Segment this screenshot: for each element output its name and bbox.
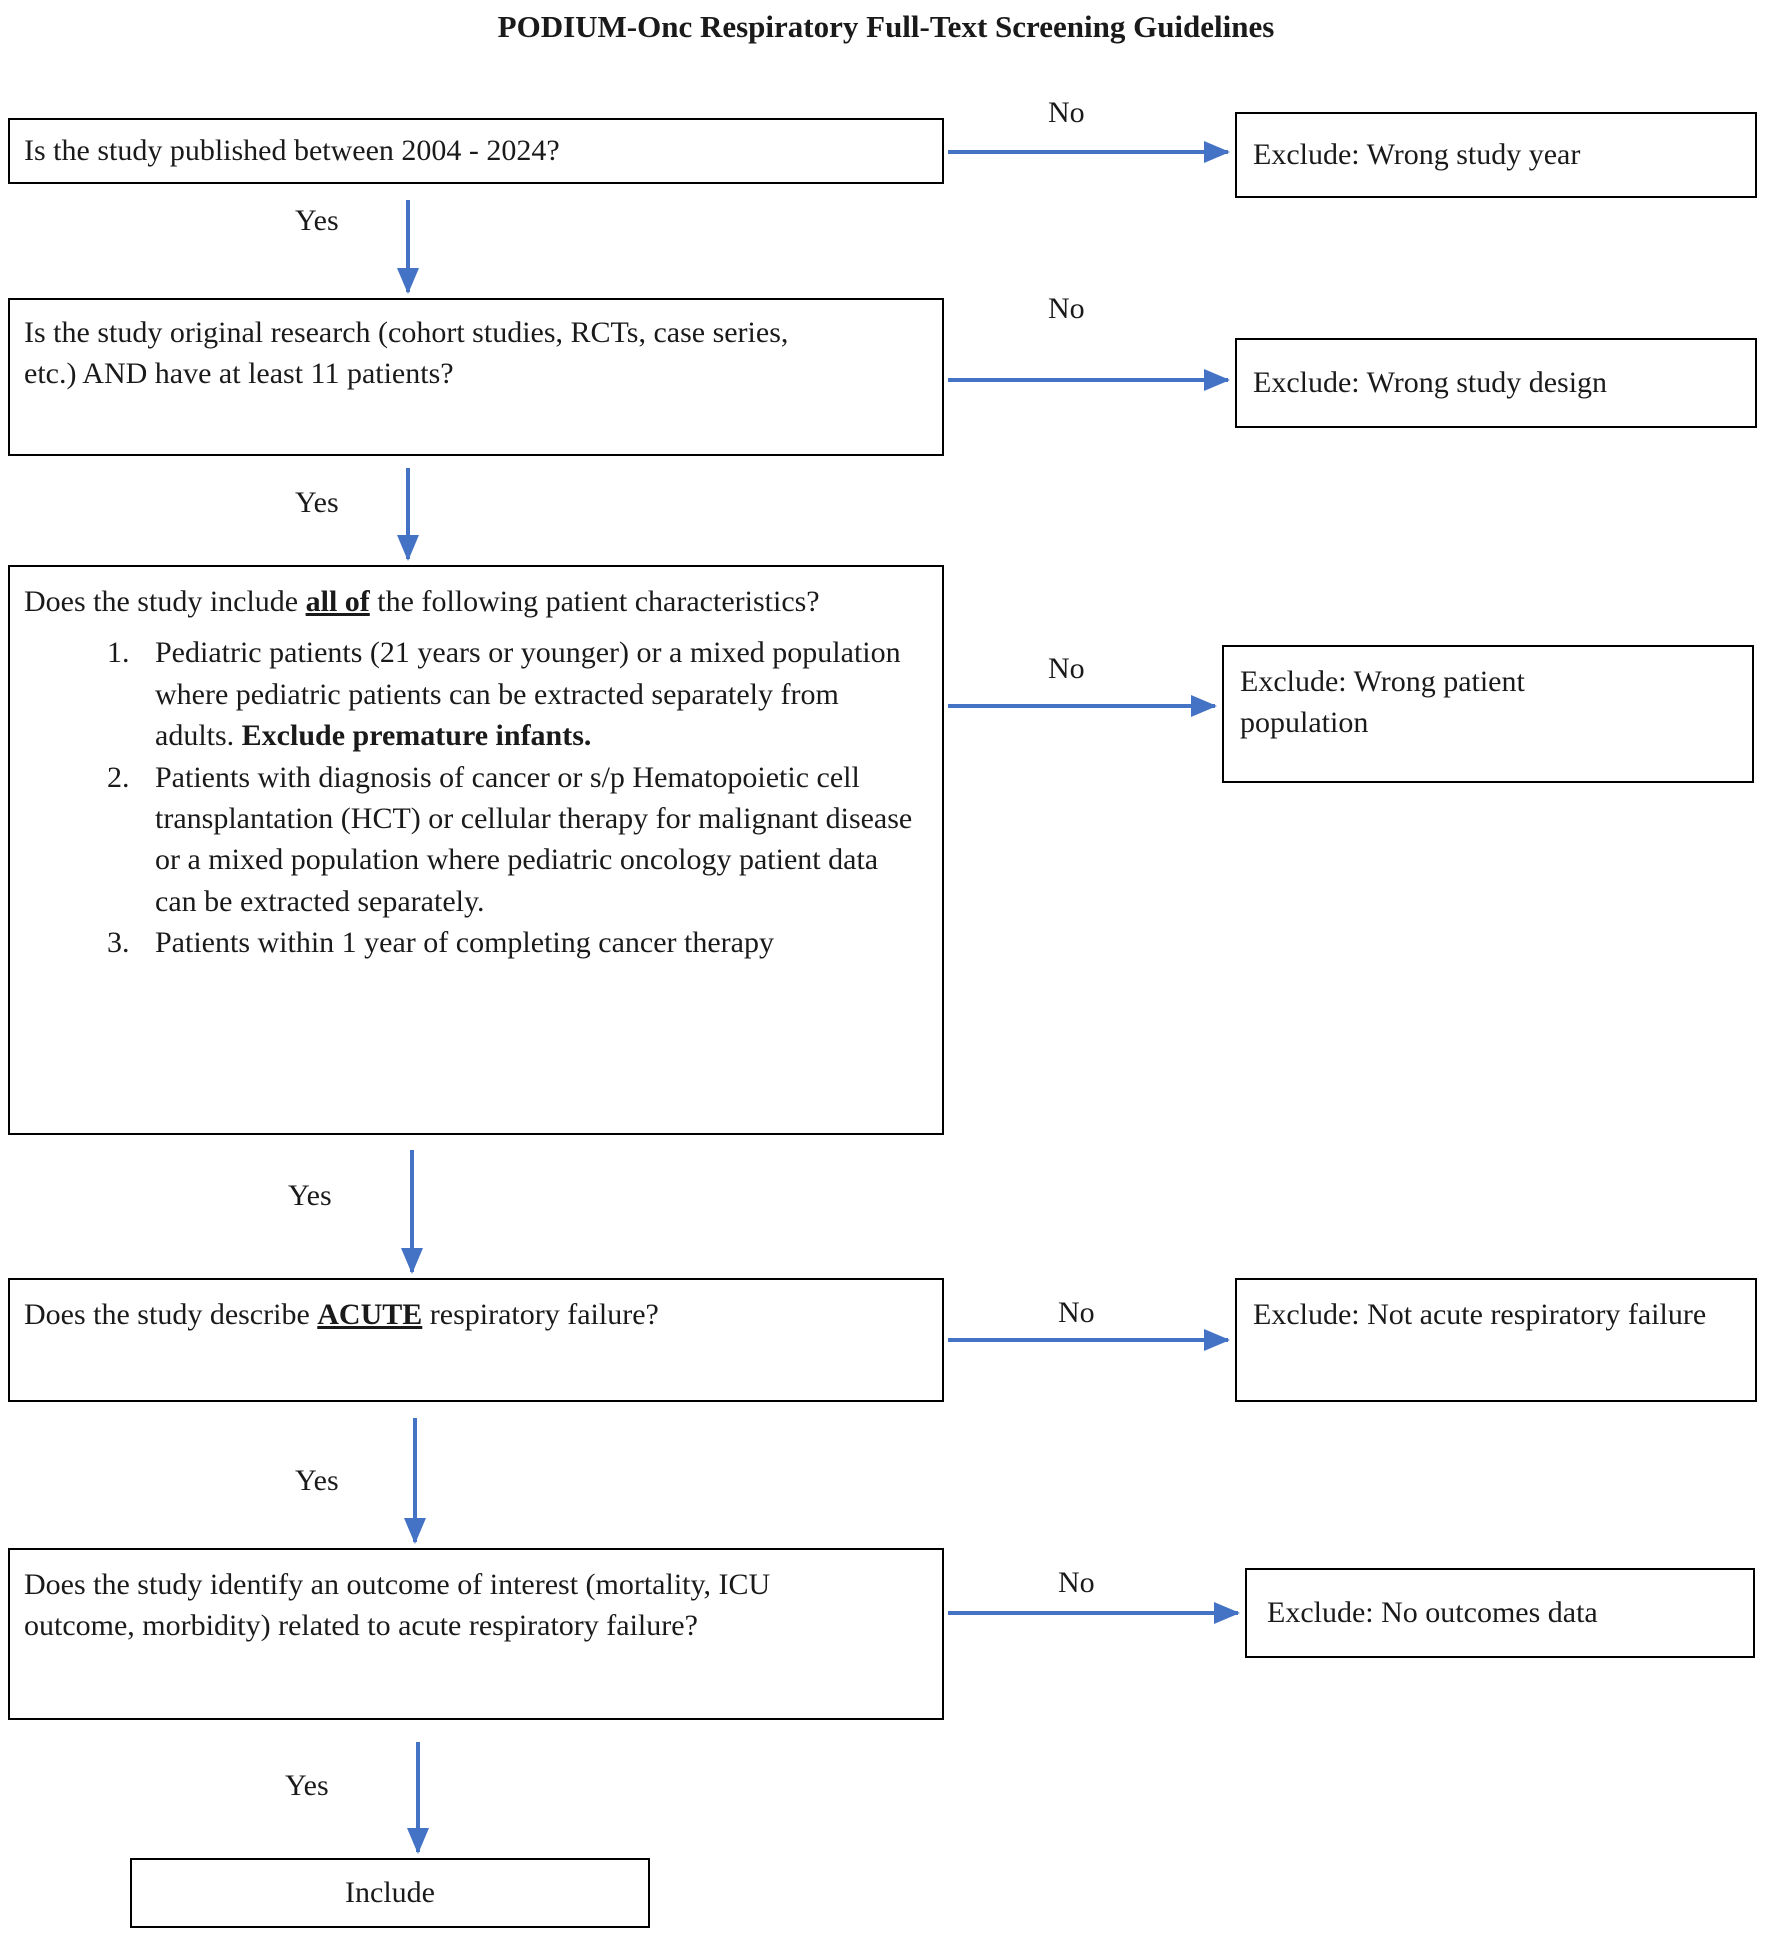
list-item-text <box>155 757 922 923</box>
list-item-text <box>155 632 922 756</box>
yes-label: Yes <box>295 486 339 519</box>
yes-label: Yes <box>295 1464 339 1497</box>
yes-label: Yes <box>288 1179 332 1212</box>
list-item <box>107 757 922 923</box>
no-label: No <box>1048 96 1085 129</box>
question-text-pre: Does the study describe <box>24 1298 318 1331</box>
question-text: Is the study original research (cohort studies, RCTs, case series, etc.) AND have at least 11 patients? <box>24 316 789 391</box>
question-box-outcomes <box>8 1548 944 1720</box>
question-box-acute-respiratory-failure <box>8 1278 944 1402</box>
question-text-post: the following patient characteristics? <box>369 585 820 618</box>
no-label: No <box>1048 292 1085 325</box>
list-item-number: 1. <box>107 636 130 670</box>
question-box-study-design <box>8 298 944 456</box>
exclude-box-wrong-patient-population <box>1222 645 1754 783</box>
question-text-post: respiratory failure? <box>422 1298 659 1331</box>
list-item-number: 2. <box>107 760 130 794</box>
question-text-pre: Does the study include <box>24 585 306 618</box>
list-item-text-bold: Exclude premature infants. <box>241 719 592 753</box>
yes-label: Yes <box>285 1769 329 1802</box>
exclude-box-not-acute-respiratory-failure <box>1235 1278 1757 1402</box>
list-item-text <box>155 922 922 963</box>
question-text: Does the study identify an outcome of interest (mortality, ICU outcome, morbidity) related to acute respiratory failure? <box>24 1568 771 1643</box>
exclude-text: Exclude: No outcomes data <box>1267 1596 1598 1630</box>
criteria-list <box>24 632 922 963</box>
question-text <box>24 581 922 622</box>
exclude-text: Exclude: Wrong study design <box>1253 366 1608 400</box>
page-title: PODIUM-Onc Respiratory Full-Text Screening Guidelines <box>497 9 1275 44</box>
list-item-text-normal: Patients within 1 year of completing cancer therapy <box>155 926 774 960</box>
exclude-box-wrong-study-year <box>1235 112 1757 198</box>
question-text: Is the study published between 2004 - 2024? <box>24 134 560 168</box>
exclude-box-wrong-study-design <box>1235 338 1757 428</box>
yes-label: Yes <box>295 204 339 237</box>
exclude-text: Exclude: Not acute respiratory failure <box>1253 1298 1707 1331</box>
list-item <box>107 632 922 756</box>
question-box-study-year <box>8 118 944 184</box>
question-text <box>24 1294 928 1335</box>
list-item-text-normal: Patients with diagnosis of cancer or s/p Hematopoietic cell transplantation (HCT) or cellular therapy for malignant disease or a mixed population where pediatric oncology patient data can be extracted separately. <box>155 760 913 918</box>
question-text-emphasis: all of <box>305 585 370 618</box>
no-label: No <box>1058 1296 1095 1329</box>
exclude-box-no-outcomes-data <box>1245 1568 1755 1658</box>
question-box-patient-characteristics <box>8 565 944 1135</box>
question-text-emphasis: ACUTE <box>317 1298 423 1331</box>
exclude-text: Exclude: Wrong patient population <box>1240 665 1525 740</box>
no-label: No <box>1048 652 1085 685</box>
exclude-text: Exclude: Wrong study year <box>1253 138 1581 172</box>
list-item-text-normal: Pediatric patients (21 years or younger) or a mixed population where pediatric patients can be extracted separately from adults. <box>155 636 901 753</box>
include-text: Include <box>345 1876 435 1910</box>
include-box <box>130 1858 650 1928</box>
list-item-number: 3. <box>107 926 130 960</box>
list-item <box>107 922 922 963</box>
no-label: No <box>1058 1566 1095 1599</box>
